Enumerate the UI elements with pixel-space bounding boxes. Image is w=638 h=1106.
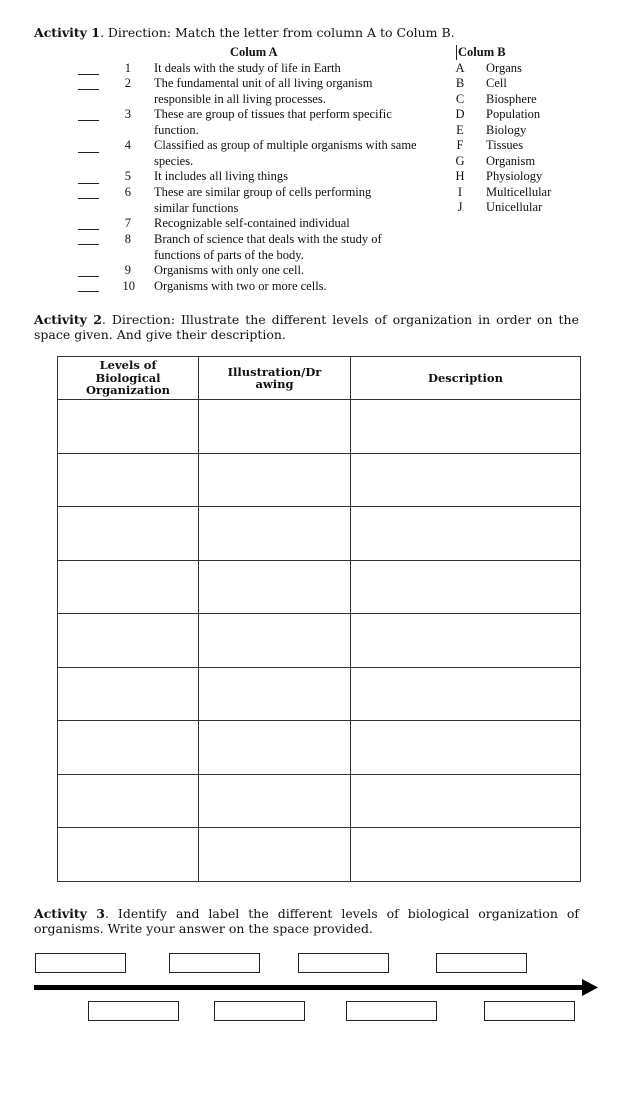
label-box[interactable]	[436, 953, 527, 973]
header-levels-line: Biological	[95, 370, 161, 385]
illustration-cell[interactable]	[199, 507, 351, 561]
description-cell[interactable]	[351, 453, 581, 507]
answer-blank[interactable]	[78, 152, 99, 153]
item-number: 9	[124, 263, 131, 277]
item-statement: Organisms with only one cell.	[154, 263, 305, 277]
levels-table	[57, 356, 581, 882]
column-b-title: Colum B	[458, 45, 506, 59]
label-box[interactable]	[346, 1001, 437, 1021]
choice-term: Population	[486, 107, 541, 121]
activity2-heading	[34, 312, 579, 342]
choice-letter: H	[455, 169, 465, 183]
item-number: 1	[124, 61, 131, 75]
item-number: 5	[124, 169, 131, 183]
illustration-cell[interactable]	[199, 774, 351, 828]
level-cell[interactable]	[58, 453, 199, 507]
answer-blank[interactable]	[78, 183, 99, 184]
level-cell[interactable]	[58, 507, 199, 561]
item-number: 4	[124, 138, 131, 152]
arrow-shaft	[34, 985, 586, 990]
illustration-cell[interactable]	[199, 721, 351, 775]
activity1-heading-bold: Activity 1	[34, 25, 100, 40]
choice-term: Physiology	[486, 169, 543, 183]
choice-letter: A	[455, 61, 465, 75]
illustration-cell[interactable]	[199, 828, 351, 882]
item-statement: It deals with the study of life in Earth	[154, 61, 341, 75]
label-box[interactable]	[484, 1001, 575, 1021]
label-box[interactable]	[35, 953, 126, 973]
choice-letter: B	[455, 76, 465, 90]
choice-letter: D	[455, 107, 465, 121]
item-number: 8	[124, 232, 131, 246]
description-cell[interactable]	[351, 507, 581, 561]
answer-blank[interactable]	[78, 89, 99, 90]
choice-term: Organs	[486, 61, 522, 75]
table-row	[58, 400, 581, 454]
label-box[interactable]	[214, 1001, 305, 1021]
activity2-heading-bold: Activity 2	[34, 312, 102, 327]
activity3-heading	[34, 906, 579, 936]
description-cell[interactable]	[351, 560, 581, 614]
item-statement: Recognizable self-contained individual	[154, 216, 350, 230]
answer-blank[interactable]	[78, 244, 99, 245]
choice-letter: I	[457, 185, 463, 199]
item-number: 7	[124, 216, 131, 230]
illustration-cell[interactable]	[199, 667, 351, 721]
arrow-icon	[30, 977, 602, 999]
item-number: 3	[124, 107, 131, 121]
activity2-heading-text: . Direction: Illustrate the different levels of organization in order on the space given. And give their description.	[34, 312, 579, 342]
level-cell[interactable]	[58, 721, 199, 775]
item-statement: These are similar group of cells performing similar functions	[154, 185, 372, 215]
description-cell[interactable]	[351, 614, 581, 668]
description-cell[interactable]	[351, 721, 581, 775]
item-number: 6	[124, 185, 131, 199]
activity3-heading-text: . Identify and label the different levels of biological organization of organisms. Write your answer on the space provided.	[34, 906, 579, 936]
activity3-heading-bold: Activity 3	[34, 906, 105, 921]
header-illustration-line: Illustration/Dr	[227, 364, 322, 379]
item-statement: It includes all living things	[154, 169, 289, 183]
description-cell[interactable]	[351, 400, 581, 454]
level-cell[interactable]	[58, 614, 199, 668]
answer-blank[interactable]	[78, 120, 99, 121]
item-number: 2	[124, 76, 131, 90]
choice-term: Tissues	[486, 138, 524, 152]
item-statement: Branch of science that deals with the study of functions of parts of the body.	[154, 232, 382, 262]
level-cell[interactable]	[58, 667, 199, 721]
table-header-row	[58, 357, 581, 400]
item-statement: Organisms with two or more cells.	[154, 279, 327, 293]
answer-blank[interactable]	[78, 291, 99, 292]
level-cell[interactable]	[58, 828, 199, 882]
header-levels	[58, 357, 199, 400]
header-illustration-line: awing	[255, 377, 294, 391]
answer-blank[interactable]	[78, 276, 99, 277]
table-row	[58, 774, 581, 828]
description-cell[interactable]	[351, 828, 581, 882]
choice-term: Organism	[486, 154, 536, 168]
item-statement: The fundamental unit of all living organism responsible in all living processes.	[154, 76, 373, 106]
choice-term: Unicellular	[486, 200, 543, 214]
illustration-cell[interactable]	[199, 453, 351, 507]
arrow-head	[582, 979, 598, 996]
table-row	[58, 614, 581, 668]
header-levels-line: Levels of	[99, 358, 157, 373]
level-cell[interactable]	[58, 560, 199, 614]
table-row	[58, 560, 581, 614]
choice-term: Multicellular	[486, 185, 552, 199]
column-a-title: Colum A	[230, 45, 278, 59]
table-row	[58, 828, 581, 882]
illustration-cell[interactable]	[199, 614, 351, 668]
answer-blank[interactable]	[78, 74, 99, 75]
item-number: 10	[122, 279, 135, 293]
level-cell[interactable]	[58, 774, 199, 828]
description-cell[interactable]	[351, 774, 581, 828]
answer-blank[interactable]	[78, 229, 99, 230]
answer-blank[interactable]	[78, 198, 99, 199]
choice-term: Biology	[486, 123, 527, 137]
choice-letter: G	[455, 154, 465, 168]
table-row	[58, 721, 581, 775]
label-box[interactable]	[169, 953, 260, 973]
header-illustration	[199, 357, 351, 400]
choice-letter: E	[456, 123, 464, 137]
activity1-heading	[34, 25, 455, 40]
header-levels-line: Organization	[86, 383, 170, 398]
header-description: Description	[351, 357, 581, 400]
level-cell[interactable]	[58, 400, 199, 454]
activity1-heading-text: . Direction: Match the letter from column A to Colum B.	[99, 25, 455, 40]
choice-letter: C	[455, 92, 465, 106]
table-row	[58, 667, 581, 721]
label-box[interactable]	[88, 1001, 179, 1021]
illustration-cell[interactable]	[199, 400, 351, 454]
item-statement: These are group of tissues that perform specific function.	[154, 107, 392, 137]
label-box[interactable]	[298, 953, 389, 973]
table-row	[58, 453, 581, 507]
choice-term: Biosphere	[486, 92, 537, 106]
choice-letter: J	[457, 200, 463, 214]
illustration-cell[interactable]	[199, 560, 351, 614]
table-row	[58, 507, 581, 561]
choice-term: Cell	[486, 76, 507, 90]
description-cell[interactable]	[351, 667, 581, 721]
choice-letter: F	[456, 138, 464, 152]
item-statement: Classified as group of multiple organisms with same species.	[154, 138, 417, 168]
